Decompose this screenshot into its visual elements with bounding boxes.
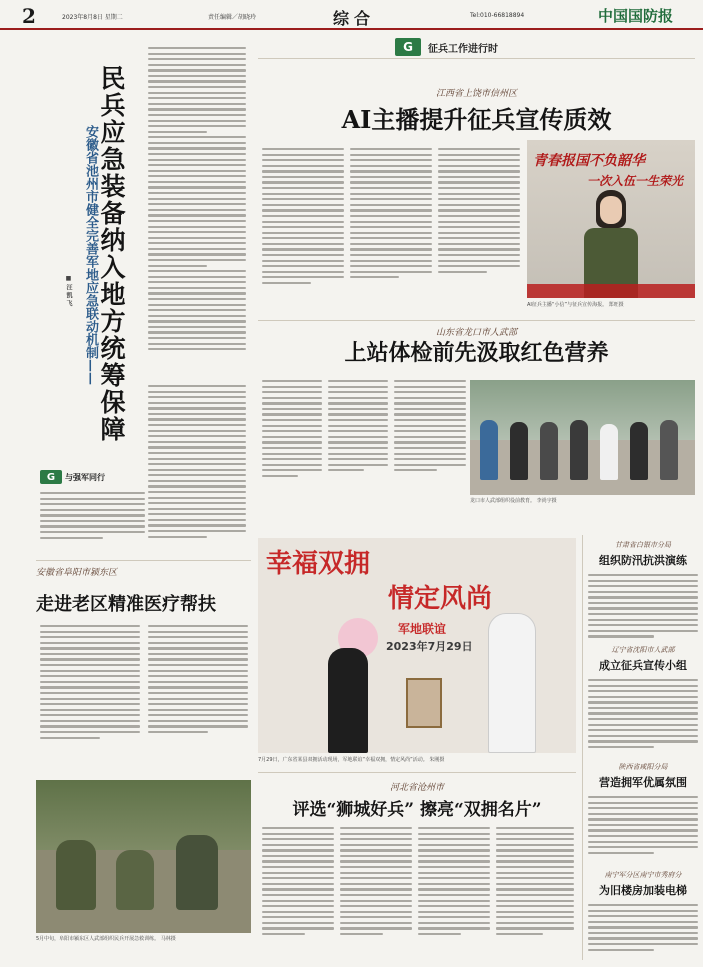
person-figure: [660, 420, 678, 480]
sidebar-body-text: [588, 904, 698, 959]
banner-text-4: 2023年7月29日: [386, 640, 473, 653]
sidebar-item: [588, 645, 698, 759]
banner-text-3: 军地联谊: [398, 622, 447, 636]
story1-body-col3: [438, 148, 520, 308]
story5-kicker: 河北省沧州市: [389, 783, 444, 793]
story2-headline: 上站体检前先汲取红色营养: [344, 340, 609, 366]
person-figure: [540, 422, 558, 480]
banner-text-1: 幸福双拥: [266, 549, 371, 579]
sidebar-headline: 为旧楼房加装电梯: [599, 884, 687, 897]
framed-photo: [406, 678, 442, 728]
soldier-figure: [582, 190, 640, 298]
divider: [258, 320, 695, 321]
lead-title: 民兵应急装备纳入地方统筹保障: [97, 65, 126, 443]
sidebar-kicker: 辽宁省沈阳市人武部: [611, 646, 675, 654]
person-figure: [510, 422, 528, 480]
story1-body-col2: [350, 148, 432, 308]
story4-photo: [258, 538, 576, 753]
companion-body-text: [40, 492, 145, 552]
story5-body-col2: [340, 827, 412, 957]
editor-credit: 责任编辑／胡晓玲: [208, 14, 257, 21]
person-figure: [488, 613, 536, 753]
person-figure: [480, 420, 498, 480]
sidebar-headline: 组织防汛抗洪演练: [599, 554, 687, 567]
sidebar-kicker: 甘肃省白银市分局: [615, 541, 671, 549]
sidebar-item: [588, 762, 698, 866]
story5-body-col3: [418, 827, 490, 957]
story3-photo: [36, 780, 251, 933]
issue-date: 2023年8月8日 星期二: [62, 14, 123, 21]
soldier-figure: [116, 850, 154, 910]
poster-text-1: 青春报国不负韶华: [533, 153, 645, 169]
story1-headline: AI主播提升征兵宣传质效: [341, 105, 612, 134]
banner-text-2: 情定风尚: [388, 584, 493, 614]
soldier-figure: [176, 835, 218, 910]
sidebar-item: [588, 870, 698, 959]
story3-body-col1: [40, 625, 140, 770]
poster-text-2: 一次入伍一生荣光: [587, 174, 684, 188]
story1-photo-caption: AI征兵主播“小信”与征兵宣传海报。 郑旺摄: [527, 302, 624, 308]
person-figure: [600, 424, 618, 480]
story2-body-col1: [262, 380, 322, 500]
page-number: 2: [22, 4, 36, 28]
section-title: 综合: [333, 9, 376, 28]
soldier-figure: [56, 840, 96, 910]
sidebar-headline: 成立征兵宣传小组: [599, 659, 687, 672]
story5-body-col4: [496, 827, 574, 957]
g-logo-icon: G: [40, 470, 62, 484]
story4-photo-caption: 7月29日，广东省某县双拥活动现场，军地联谊“幸福双拥，情定风尚”活动。 朱刚摄: [258, 757, 445, 763]
lead-body-text: [148, 47, 246, 377]
telephone: Tel:010-66818894: [470, 12, 525, 19]
g-logo-icon: G: [395, 38, 421, 56]
companion-label: 与强军同行: [65, 472, 105, 482]
story3-headline: 走进老区精准医疗帮扶: [36, 594, 216, 615]
person-figure: [570, 420, 588, 480]
recruit-column-label: 征兵工作进行时: [428, 43, 498, 55]
sidebar-body-text: [588, 796, 698, 866]
column-rule: [258, 58, 695, 59]
story1-body-col1: [262, 148, 344, 308]
lead-story: [40, 45, 145, 500]
story2-photo: [470, 380, 695, 495]
story2-kicker: 山东省龙口市人武部: [435, 328, 517, 338]
story2-photo-caption: 龙口市人武部组织役前教育。 李尚宇摄: [470, 498, 557, 504]
sidebar-headline: 营造拥军优属氛围: [599, 776, 687, 789]
sidebar-item: [588, 540, 698, 644]
newspaper-logo: 中国国防报: [598, 7, 674, 25]
person-figure: [328, 648, 368, 753]
story2-body-col2: [328, 380, 388, 500]
lead-body-text-2: [148, 385, 246, 565]
sidebar-kicker: 南宁军分区南宁市秀府分: [604, 871, 682, 879]
story3-photo-caption: 5月中旬，阜阳市颍东区人武部组织民兵开展急救训练。 马林摄: [36, 936, 176, 942]
story2-body-col3: [394, 380, 466, 500]
divider: [258, 772, 576, 773]
sidebar-body-text: [588, 679, 698, 759]
companion-badge: [40, 470, 105, 484]
story1-kicker: 江西省上饶市信州区: [435, 89, 517, 99]
story5-body-col1: [262, 827, 334, 957]
story3-body-col2: [148, 625, 248, 770]
story1-photo: [527, 140, 695, 298]
sidebar-rule: [582, 535, 583, 960]
divider: [36, 560, 251, 561]
recruit-column-badge: [395, 38, 498, 56]
sidebar-body-text: [588, 574, 698, 644]
lead-subtitle: 安徽省池州市健全完善军地应急联动机制——: [83, 125, 98, 385]
poster-red-band: [527, 284, 695, 298]
person-figure: [630, 422, 648, 480]
sidebar-kicker: 陕西省咸阳分局: [618, 763, 668, 771]
story3-kicker: 安徽省阜阳市颍东区: [36, 568, 118, 578]
story5-headline: 评选“狮城好兵” 擦亮“双拥名片”: [292, 800, 542, 820]
lead-byline: ■ 汪 凯 飞: [65, 275, 72, 307]
